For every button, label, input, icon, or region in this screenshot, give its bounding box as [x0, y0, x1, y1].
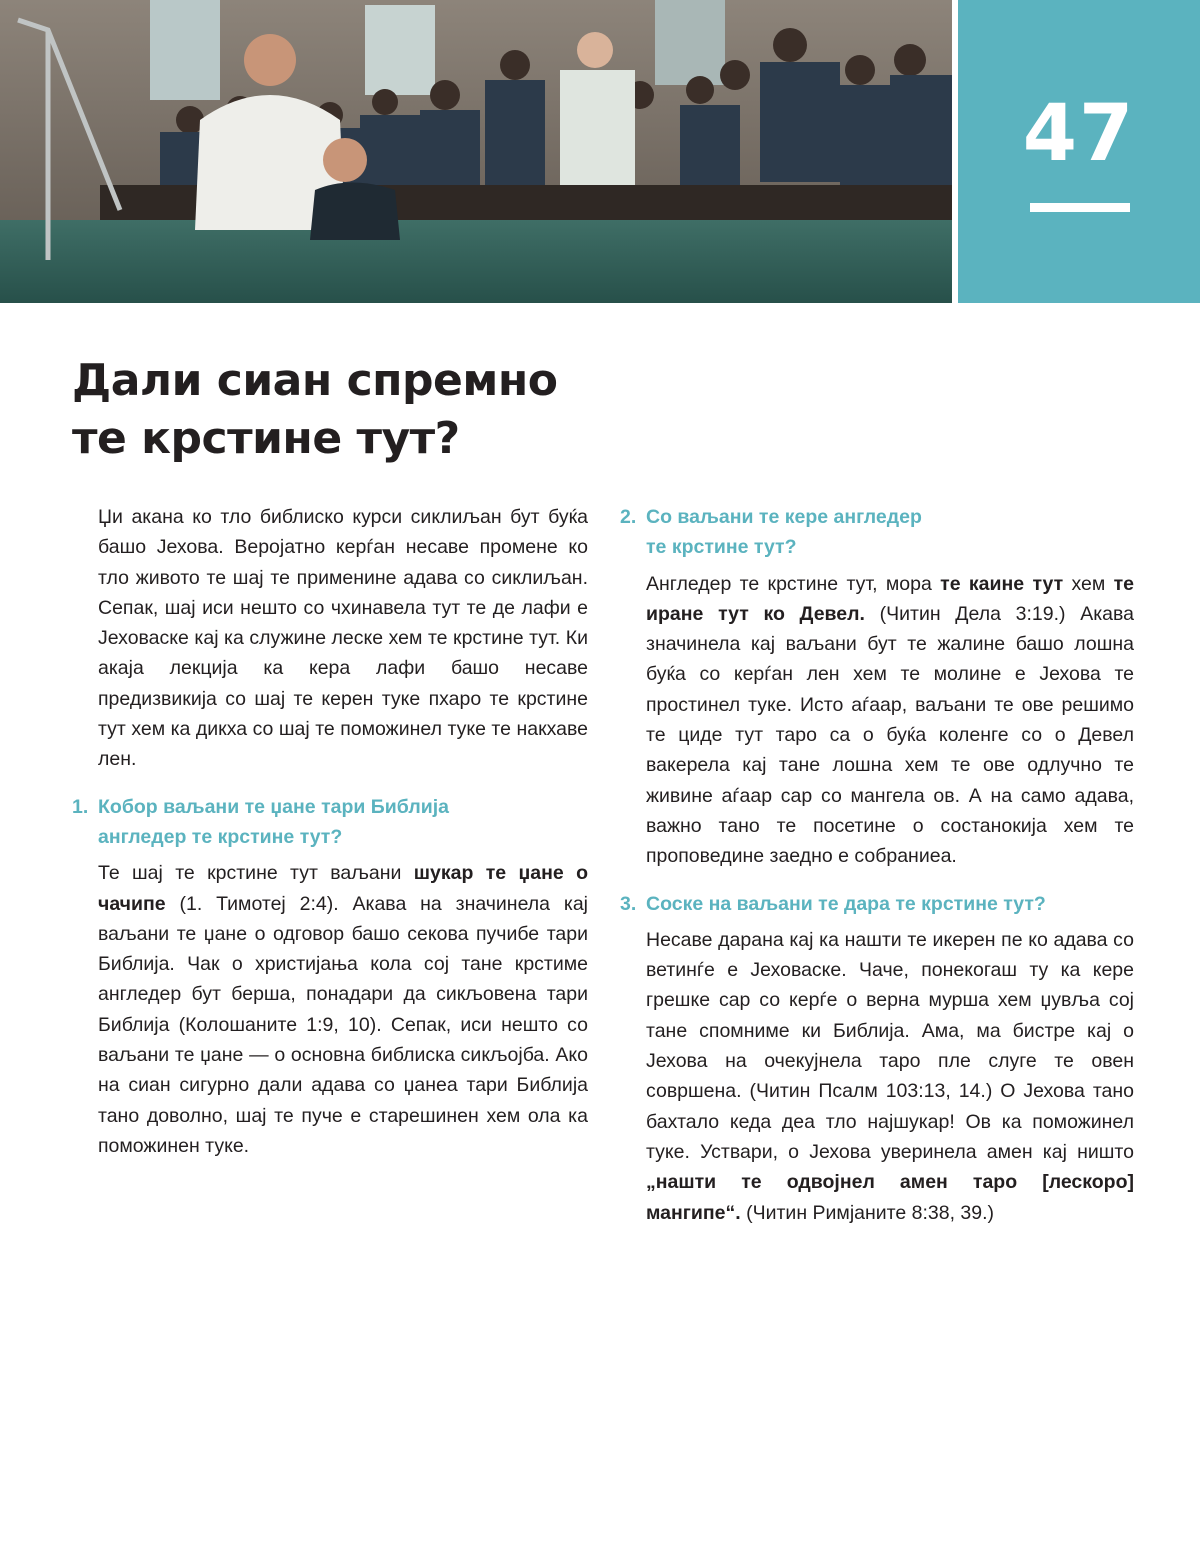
- section-2-heading-line1: Со ваљани те кере англедер: [646, 506, 922, 528]
- section-3-number: 3.: [620, 892, 637, 915]
- section-1-heading-line2: англедер те крстине тут?: [98, 825, 343, 848]
- section-3-text: Несаве дарана кај ка нашти те икерен пе ко адава со ветинѓе е Јеховаске. Чаче, понекогаш ту ка кере грешке сар со керѓе о верна мурша хем џувља сој тане спомниме ки Библија. Ама, ма бистре кај о Јехова на очекујнела таро пле слуге те овен совршена. (Читин Псалм 103:13, 14.) О Јехова тано бахтало кеда деа тло најшукар! Ов ка поможинел туке. Уствари, о Јехова уверинела амен кај ништо: [646, 928, 1134, 1163]
- lesson-number: 47: [1022, 89, 1136, 179]
- section-2-body: [620, 569, 1134, 872]
- left-column: [72, 502, 588, 1161]
- lesson-number-underline: [1030, 203, 1130, 212]
- section-3-emphasis: „нашти те одвојнел амен таро [лескоро] мангипе“.: [646, 1171, 1134, 1224]
- section-1-body: [72, 858, 588, 1161]
- section-2-emphasis: те иране тут ко Девел.: [646, 572, 1135, 625]
- page-title-line1: Дали сиан спремно: [72, 355, 558, 406]
- section-3-heading-line1: Соске на ваљани те дара те крстине тут?: [646, 892, 1046, 915]
- right-column: [620, 502, 1134, 1228]
- section-2-text: Англедер те крстине тут, мора: [646, 572, 941, 595]
- section-3-heading: [620, 889, 1134, 919]
- section-1-text: Те шај те крстине тут ваљани: [98, 862, 414, 885]
- section-2-heading-line2: те крстине тут?: [646, 536, 797, 559]
- section-1-heading-line1: Кобор ваљани те џане тари Библија: [98, 795, 449, 818]
- section-1-text: (1. Тимотеј 2:4). Акава на значинела кај ваљани те џане о одговор башо секова пучибе тари Библија. Чак о христијања кола сој тане крстиме англедер бут берша, понадари да сикљовена тари Библија (Колошаните 1:9, 10). Сепак, иси нешто со ваљани те џане — о основна библиска сикљојба. Ако на сиан сигурно дали адава со џанеа тари Библија тано доволно, шај те пуче е старешинен хем ола ка поможинен туке.: [98, 892, 588, 1157]
- section-1-number: 1.: [72, 795, 89, 818]
- section-1-emphasis: шукар те џане о чачипе: [98, 862, 589, 915]
- page-title-line2: те крстине тут?: [72, 413, 460, 464]
- section-2-text: (Читин Дела 3:19.) Акава значинела кај ваљани бут те жалине башо лошна буќа со керѓан лен хем те молине е Јехова те простинел туке. Исто аѓаар, ваљани те ове решимо те циде тут таро са о буќа коленге со о Девел вакерела кај тане лошна хем те ове одлучно те живине аѓаар сар со мангела ов. А на само адава, важно тано те посетине о состанокија хем те проповедине заедно е собраниеа.: [646, 602, 1134, 868]
- intro-paragraph: Џи акана ко тло библиско курси сиклиљан бут буќа башо Јехова. Веројатно керѓан несаве промене ко тло живото те шај те применине адава со сиклиљан. Сепак, шај иси нешто со чхинавела тут те де лафи е Јеховаске кај ка служине леске хем те крстине тут. Ки акаја лекција ка кера лафи башо несаве предизвикија со шај те керен туке пхаро те крстине тут хем ка дикха со шај те поможинел туке те накхаве лен.: [98, 506, 588, 771]
- lesson-number-box: [958, 0, 1200, 303]
- section-2-text: хем: [1063, 572, 1114, 595]
- section-3-text: (Читин Римјаните 8:38, 39.): [740, 1201, 995, 1224]
- baptism-photo: [0, 0, 952, 303]
- section-2-emphasis: те каине тут: [940, 572, 1064, 595]
- section-3-body: [620, 925, 1134, 1228]
- section-2-number: 2.: [620, 506, 637, 528]
- page-title: [72, 352, 692, 468]
- section-1-heading: [72, 792, 588, 853]
- section-2-heading: [620, 502, 1134, 563]
